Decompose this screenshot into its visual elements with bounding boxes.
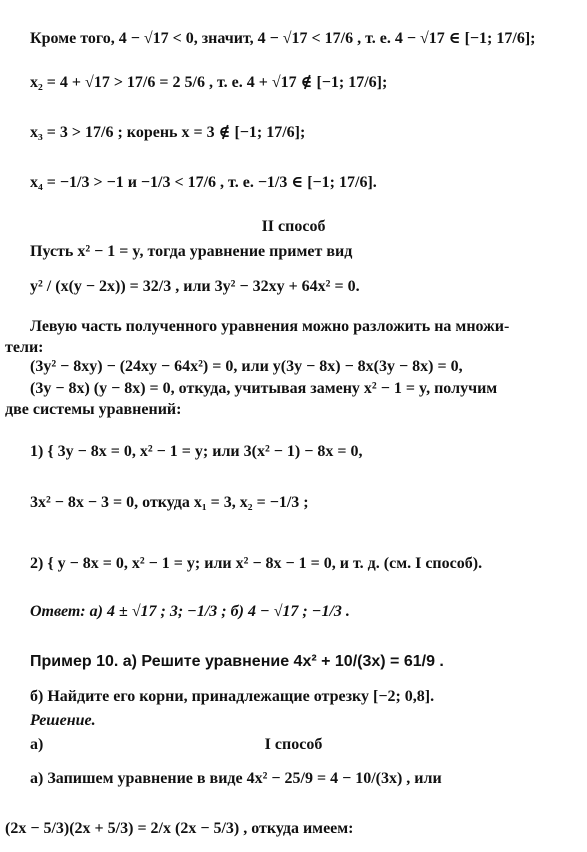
section-heading: II способ [261,218,326,235]
text-line-11: две системы уравнений: [5,401,182,418]
example-heading: Пример 10. а) Решите уравнение 4x² + 10/(3x) = 61/9 . [30,653,444,670]
answer-line: Ответ: а) 4 ± √17 ; 3; −1/3 ; б) 4 − √17 ; −1/3 . [30,603,350,620]
text-line-9: (3y² − 8xy) − (24xy − 64x²) = 0, или y(3y − 8x) − 8x(3y − 8x) = 0, [30,358,463,375]
system-2: 2) { y − 8x = 0, x² − 1 = y; или x² − 8x − 1 = 0, и т. д. (см. I способ). [30,555,483,572]
text-line-7: Левую часть полученного уравнения можно разложить на множи- [30,318,510,335]
part-a-label: а) [30,736,44,753]
text-line-5: Пусть x² − 1 = y, тогда уравнение примет вид [30,243,353,260]
system-1: 1) { 3y − 8x = 0, x² − 1 = y; или 3(x² − 1) − 8x = 0, [30,443,363,460]
solution-label: Решение. [30,712,96,729]
text-line-13: б) Найдите его корни, принадлежащие отрезку [−2; 0,8]. [30,688,435,705]
text-line-10: (3y − 8x) (y − 8x) = 0, откуда, учитывая замену x² − 1 = y, получим [30,380,498,397]
text-line-6: y² / (x(y − 2x)) = 32/3 , или 3y² − 32xy + 64x² = 0. [30,278,360,295]
text-line-2: x₂ = 4 + √17 > 17/6 = 2 5/6 , т. е. 4 + √17 ∉ [−1; 17/6]; [30,74,388,91]
text-line-14: а) Запишем уравнение в виде 4x² − 25/9 = 4 − 10/(3x) , или [30,770,442,787]
text-line-1: Кроме того, 4 − √17 < 0, значит, 4 − √17 < 17/6 , т. е. 4 − √17 ∈ [−1; 17/6]; [30,30,536,47]
text-line-4: x₄ = −1/3 > −1 и −1/3 < 17/6 , т. е. −1/3 ∈ [−1; 17/6]. [30,174,377,191]
text-line-3: x₃ = 3 > 17/6 ; корень x = 3 ∉ [−1; 17/6]; [30,124,306,141]
text-line-15: (2x − 5/3)(2x + 5/3) = 2/x (2x − 5/3) , откуда имеем: [5,820,354,837]
text-line-12: 3x² − 8x − 3 = 0, откуда x₁ = 3, x₂ = −1/3 ; [30,494,309,511]
method-heading: I способ [264,736,323,753]
text-line-8: тели: [5,339,44,356]
